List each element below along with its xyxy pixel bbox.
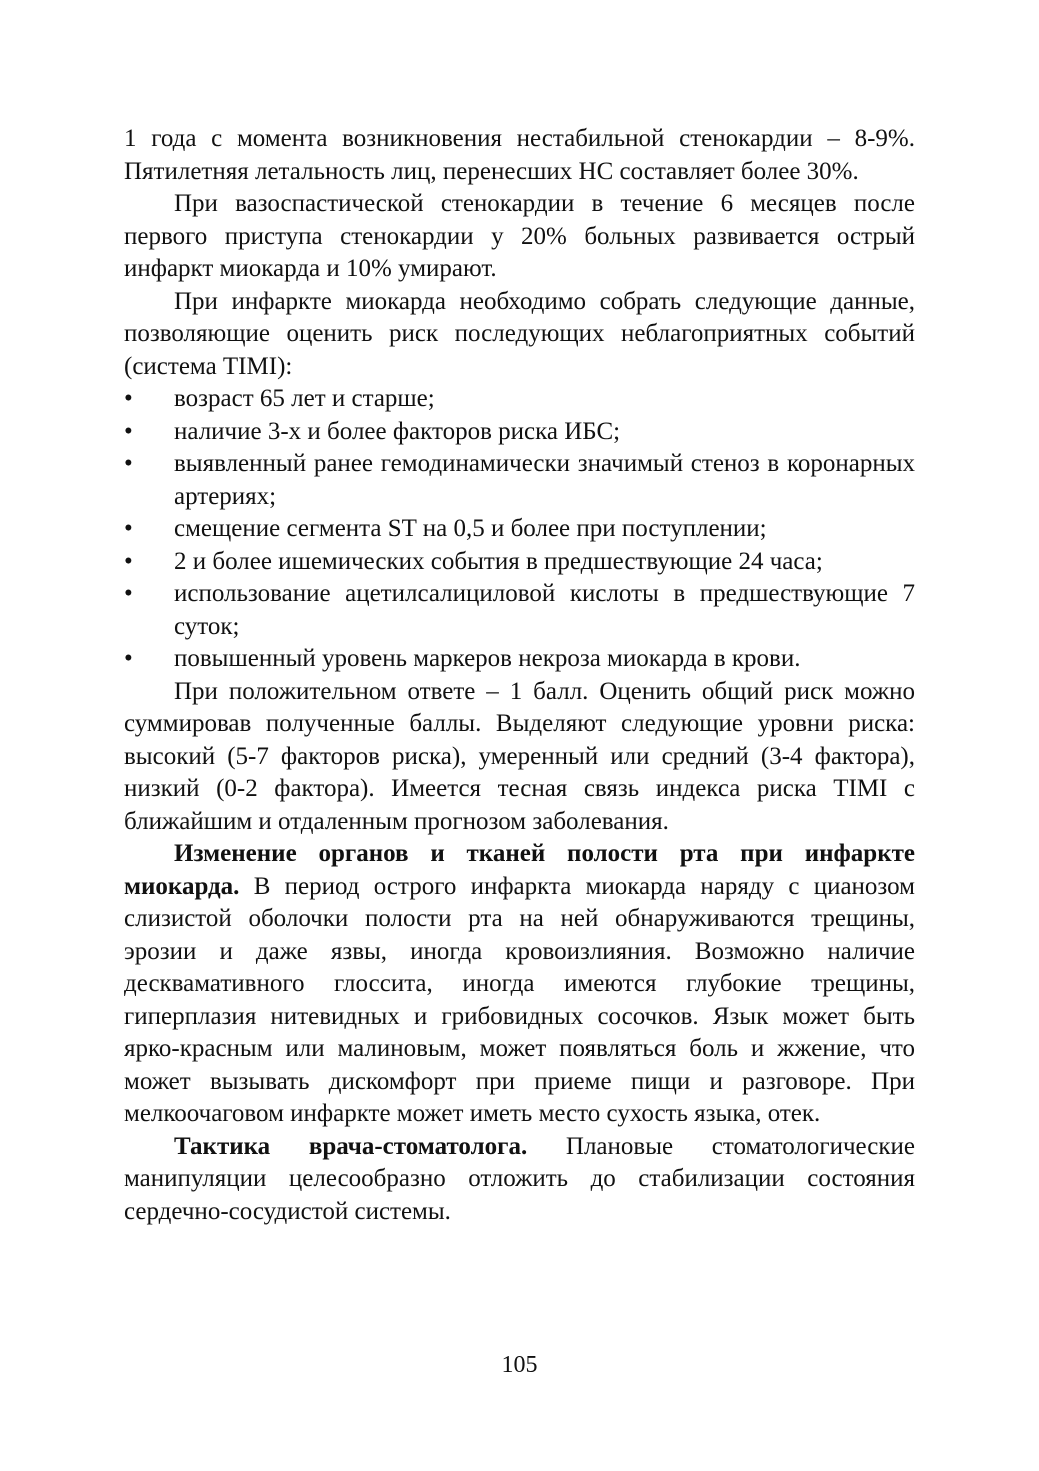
list-item-text: возраст 65 лет и старше; bbox=[174, 385, 435, 412]
list-item bbox=[124, 448, 915, 513]
paragraph-vasospastic: При вазоспастической стенокардии в течение 6 месяцев после первого приступа стенокардии у 20% больных развивается острый инфаркт миокарда и 10% умирают. bbox=[124, 190, 915, 282]
list-item bbox=[124, 513, 915, 546]
bullet-icon: • bbox=[124, 417, 133, 445]
page-body bbox=[124, 123, 915, 1228]
page-number: 105 bbox=[501, 1352, 538, 1378]
list-item bbox=[124, 383, 915, 416]
section-heading-oral-changes: Изменение органов и тканей полости рта при инфаркте миокарда. bbox=[124, 840, 915, 900]
section-heading-dentist-tactics: Тактика врача-стоматолога. bbox=[174, 1132, 528, 1160]
list-item-text: смещение сегмента ST на 0,5 и более при поступлении; bbox=[174, 515, 767, 542]
list-item bbox=[124, 546, 915, 579]
bullet-icon: • bbox=[124, 547, 133, 575]
paragraph-timi-scoring: При положительном ответе – 1 балл. Оценить общий риск можно суммировав полученные баллы. Выделяют следующие уровни риска: высокий (5-7 факторов риска), умеренный или средний (3-4 фактора), низкий (0-2 фактора). Имеется тесная связь индекса риска TIMI с ближайшим и отдаленным прогнозом заболевания. bbox=[124, 677, 915, 835]
paragraph-dentist-tactics-text: Плановые стоматологические манипуляции целесообразно отложить до стабилизации состояния сердечно-сосудистой системы. bbox=[124, 1132, 915, 1225]
paragraph-oral-changes-text: В период острого инфаркта миокарда наряду с цианозом слизистой оболочки полости рта на ней обнаруживаются трещины, эрозии и даже язвы, иногда кровоизлияния. Возможно наличие десквамативного глоссита, иногда имеются глубокие трещины, гиперплазия нитевидных и грибовидных сосочков. Язык может быть ярко-красным или малиновым, может появляться боль и жжение, что может вызывать дискомфорт при приеме пищи и разговоре. При мелкоочаговом инфаркте может иметь место сухость языка, отек. bbox=[124, 872, 915, 1127]
paragraph-dentist-tactics bbox=[124, 1131, 915, 1229]
bullet-icon: • bbox=[124, 385, 133, 412]
list-item-text: использование ацетилсалициловой кислоты в предшествующие 7 суток; bbox=[174, 580, 915, 640]
bullet-icon: • bbox=[124, 515, 133, 542]
bullet-icon: • bbox=[124, 645, 133, 672]
paragraph-mortality: 1 года с момента возникновения нестабильной стенокардии – 8-9%. Пятилетняя летальность лиц, перенесших НС составляет более 30%. bbox=[124, 125, 915, 185]
list-item bbox=[124, 643, 915, 676]
timi-risk-list bbox=[124, 383, 915, 676]
list-item-text: повышенный уровень маркеров некроза миокарда в крови. bbox=[174, 645, 801, 672]
paragraph-timi-intro: При инфаркте миокарда необходимо собрать следующие данные, позволяющие оценить риск последующих неблагоприятных событий (система TIMI): bbox=[124, 287, 915, 380]
list-item bbox=[124, 416, 915, 449]
bullet-icon: • bbox=[124, 580, 133, 607]
list-item-text: наличие 3-х и более факторов риска ИБС; bbox=[174, 417, 621, 445]
paragraph-oral-changes bbox=[124, 838, 915, 1131]
list-item bbox=[124, 578, 915, 643]
list-item-text: выявленный ранее гемодинамически значимый стеноз в коронарных артериях; bbox=[174, 450, 915, 510]
bullet-icon: • bbox=[124, 450, 133, 477]
list-item-text: 2 и более ишемических события в предшествующие 24 часа; bbox=[174, 547, 823, 575]
